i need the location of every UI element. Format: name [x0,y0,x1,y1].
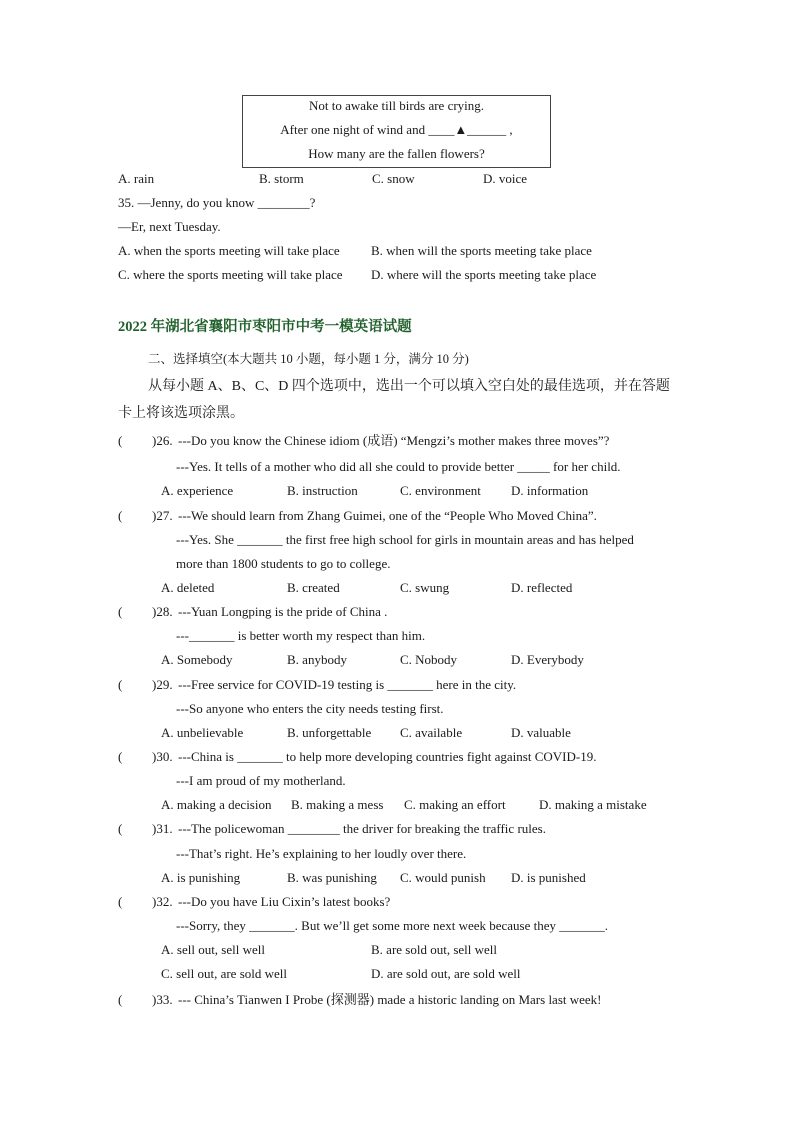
q34-option-c: C. snow [372,171,415,186]
option-a: A. making a decision [161,797,272,812]
question-stem: ---China is _______ to help more developing countries fight against COVID-19. [178,749,597,764]
option-d: D. reflected [511,580,573,595]
question-stem: ---We should learn from Zhang Guimei, one of the “People Who Moved China”. [178,508,597,523]
option-c: C. available [400,725,463,740]
option-a: A. experience [161,483,234,498]
section-instruction-2: 卡上将该选项涂黑。 [118,406,244,421]
q35-option-b: B. when will the sports meeting take place [371,243,592,258]
option-a: A. unbelievable [161,725,244,740]
question-number: )33. [152,992,173,1007]
option-d: D. valuable [511,725,571,740]
poem-line-2: After one night of wind and ____▲______ , [280,122,513,137]
answer-paren: ( [118,433,149,448]
option-c: C. swung [400,580,450,595]
question-answer: ---Yes. She _______ the first free high school for girls in mountain areas and has helped [176,532,634,547]
question-answer: ---That’s right. He’s explaining to her loudly over there. [176,846,467,861]
poem-box [242,95,551,168]
option-b: B. making a mess [291,797,384,812]
option-d: D. are sold out, are sold well [371,966,521,981]
answer-paren: ( [118,749,149,764]
option-b: B. are sold out, sell well [371,942,498,957]
option-b: B. was punishing [287,870,377,885]
question-number: )31. [152,821,173,836]
question-number: )27. [152,508,173,523]
option-b: B. anybody [287,652,347,667]
answer-paren: ( [118,677,149,692]
option-d: D. Everybody [511,652,584,667]
q34-option-b: B. storm [259,171,304,186]
poem-line-3: How many are the fallen flowers? [308,146,485,161]
option-c: C. would punish [400,870,486,885]
question-answer: ---I am proud of my motherland. [176,773,346,788]
q34-option-a: A. rain [118,171,155,186]
question-stem: --- China’s Tianwen I Probe (探测器) made a historic landing on Mars last week! [178,992,602,1007]
q34-option-d: D. voice [483,171,528,186]
question-answer: ---Yes. It tells of a mother who did all she could to provide better _____ for her child. [176,459,621,474]
section-title: 2022 年湖北省襄阳市枣阳市中考一模英语试题 [118,319,412,335]
answer-paren: ( [118,508,149,523]
question-number: )30. [152,749,173,764]
option-a: A. sell out, sell well [161,942,265,957]
q35-option-c: C. where the sports meeting will take place [118,267,343,282]
question-stem: ---Do you know the Chinese idiom (成语) “Mengzi’s mother makes three moves”? [178,433,610,448]
question-number: )28. [152,604,173,619]
q35-stem: 35. —Jenny, do you know ________? [118,195,316,210]
option-b: B. instruction [287,483,358,498]
option-c: C. sell out, are sold well [161,966,288,981]
question-stem: ---Yuan Longping is the pride of China . [178,604,388,619]
option-d: D. making a mistake [539,797,647,812]
option-d: D. is punished [511,870,586,885]
question-answer: ---Sorry, they _______. But we’ll get some more next week because they _______. [176,918,609,933]
q35-option-d: D. where will the sports meeting take place [371,267,597,282]
answer-paren: ( [118,821,149,836]
section-subtitle: 二、选择填空(本大题共 10 小题，每小题 1 分，满分 10 分) [148,352,469,366]
section-instruction-1: 从每小题 A、B、C、D 四个选项中，选出一个可以填入空白处的最佳选项，并在答题 [148,379,670,394]
option-c: C. making an effort [404,797,506,812]
question-answer: ---So anyone who enters the city needs testing first. [176,701,444,716]
option-a: A. is punishing [161,870,241,885]
answer-paren: ( [118,894,149,909]
option-b: B. created [287,580,340,595]
option-a: A. deleted [161,580,215,595]
q35-reply: —Er, next Tuesday. [118,219,221,234]
option-a: A. Somebody [161,652,233,667]
poem-line-1: Not to awake till birds are crying. [308,98,485,113]
question-stem: ---The policewoman ________ the driver for breaking the traffic rules. [178,821,546,836]
question-stem: ---Free service for COVID-19 testing is _______ here in the city. [178,677,517,692]
question-answer: ---_______ is better worth my respect than him. [176,628,426,643]
answer-paren: ( [118,604,149,619]
option-d: D. information [511,483,589,498]
question-number: )26. [152,433,173,448]
option-c: C. environment [400,483,481,498]
question-stem: ---Do you have Liu Cixin’s latest books? [178,894,391,909]
option-b: B. unforgettable [287,725,372,740]
answer-paren: ( [118,992,149,1007]
question-answer-continued: more than 1800 students to go to college. [176,556,391,571]
question-number: )32. [152,894,173,909]
q35-option-a: A. when the sports meeting will take place [118,243,340,258]
option-c: C. Nobody [400,652,458,667]
question-number: )29. [152,677,173,692]
